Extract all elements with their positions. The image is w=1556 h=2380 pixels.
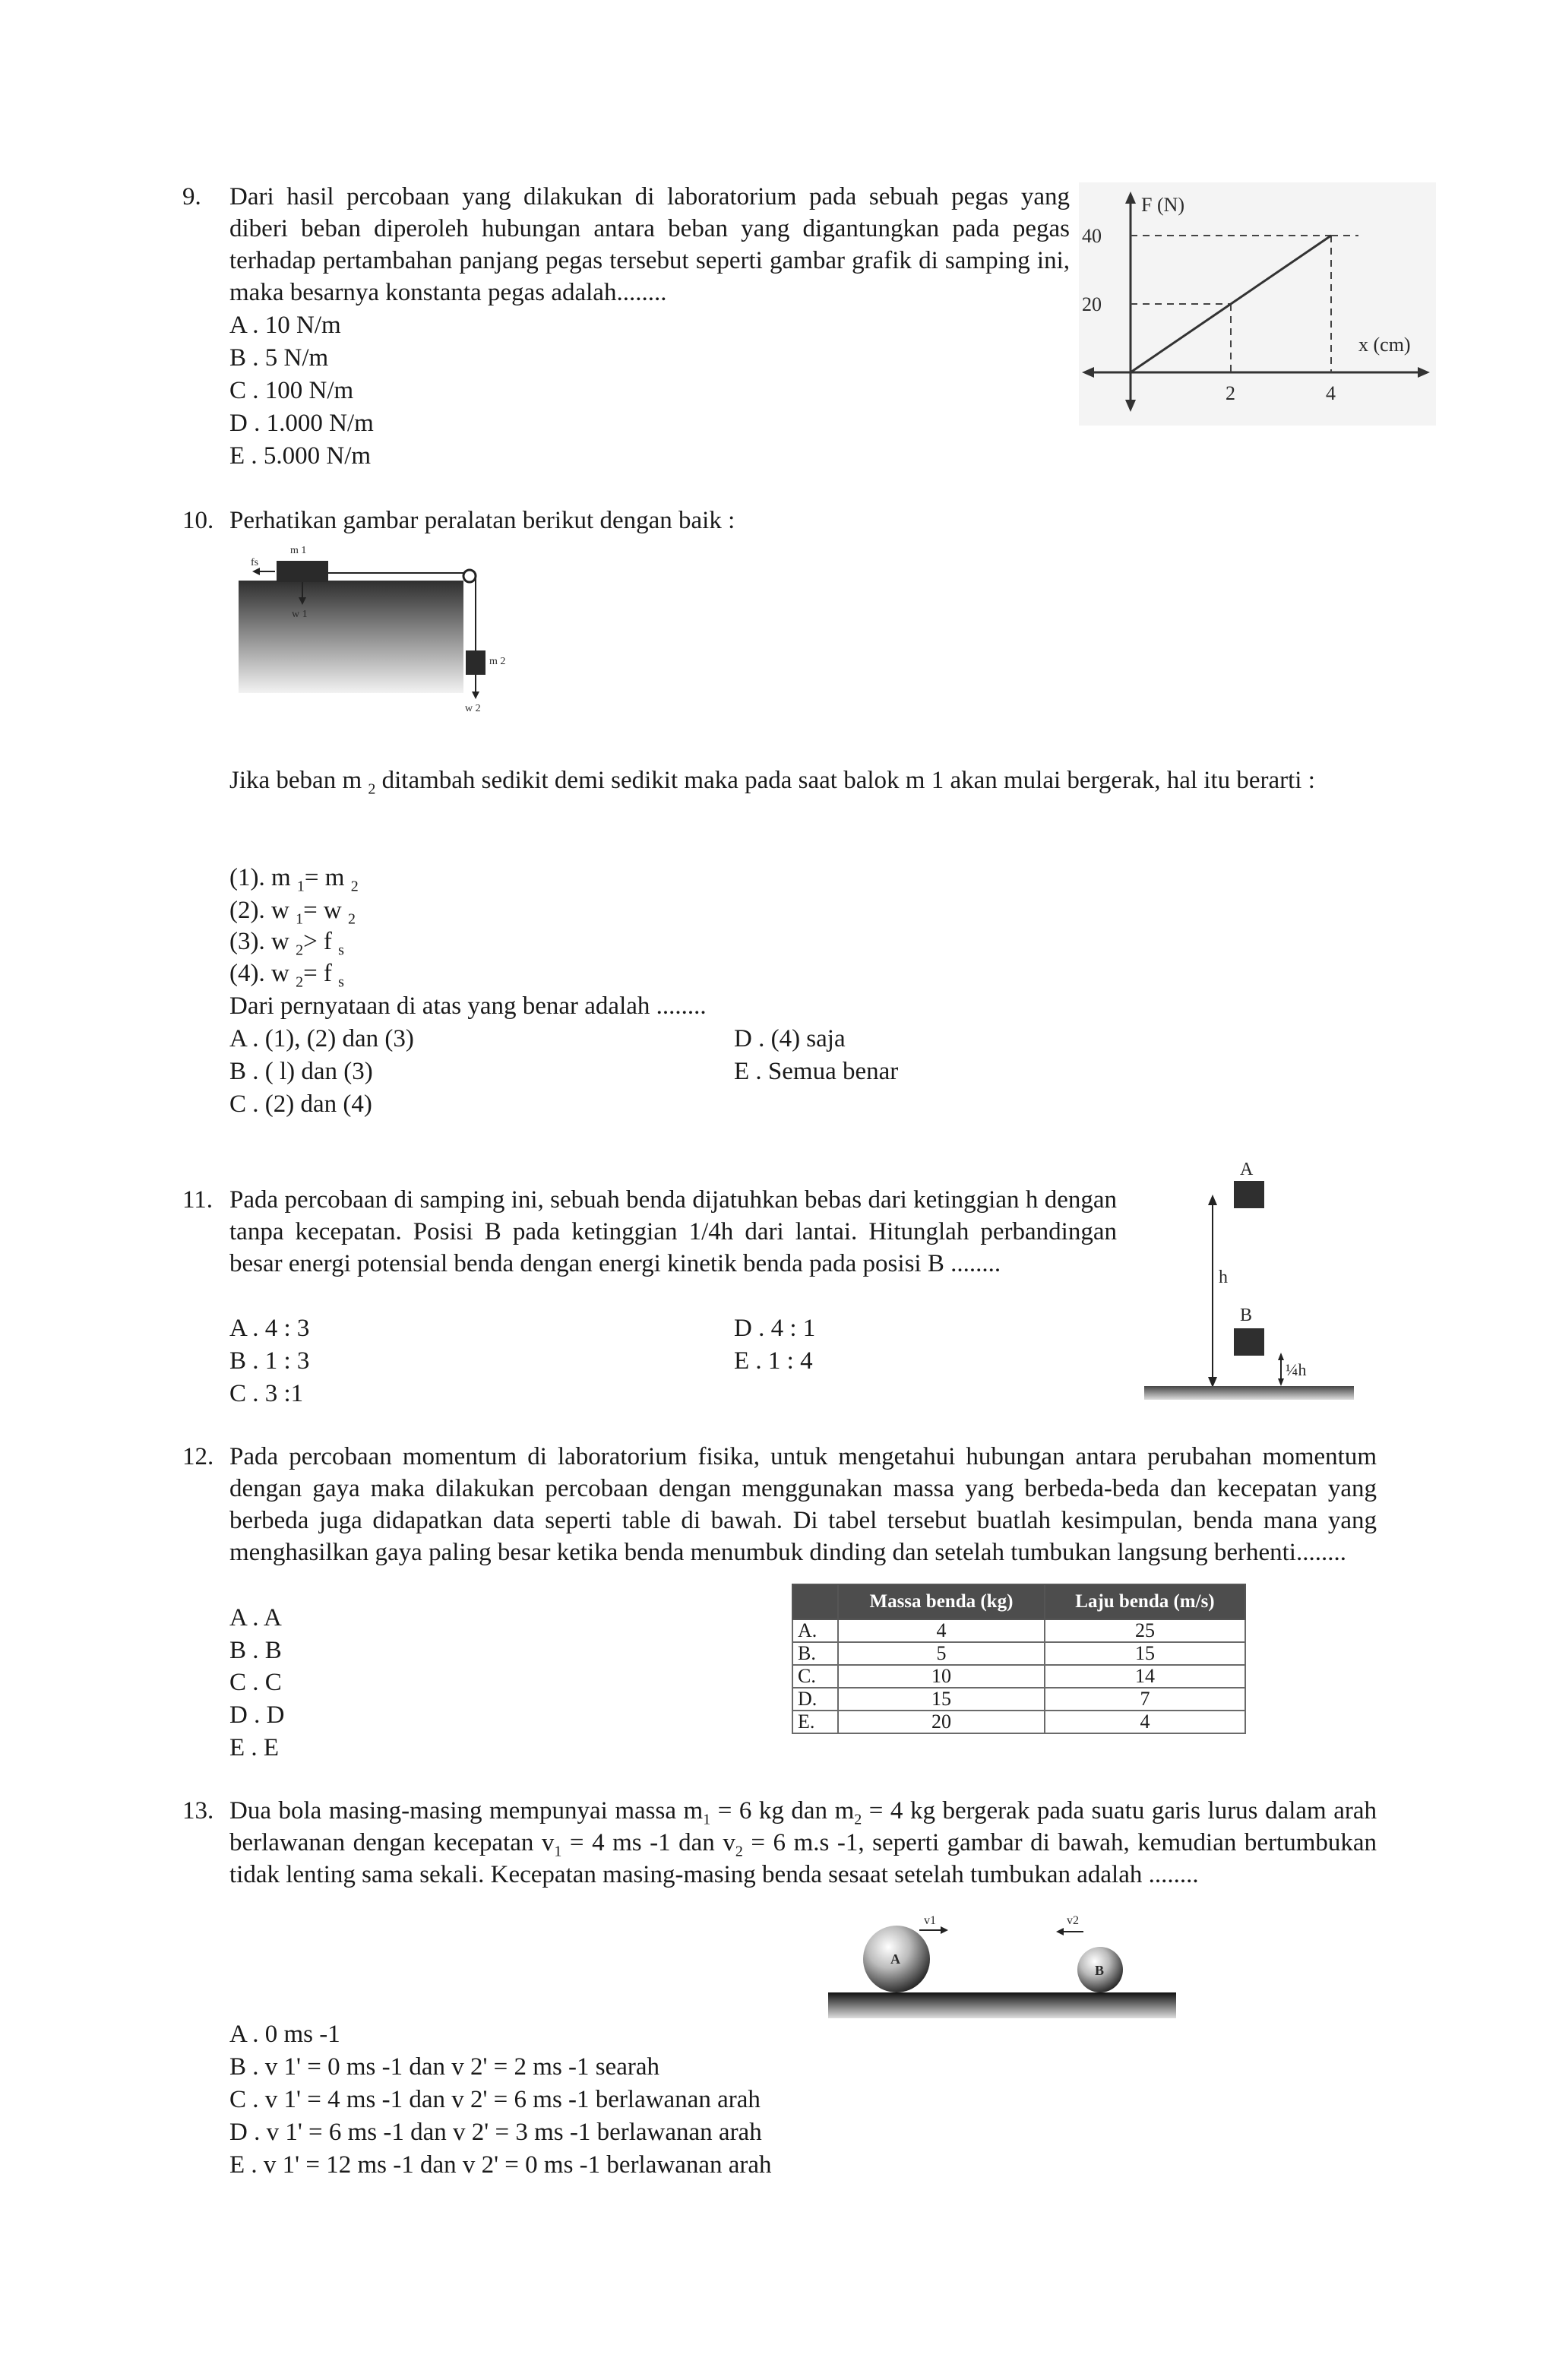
q10-statement-3: (3). w $_2$> f $_s$ [229,928,344,959]
question-13-number: 13. [182,1797,214,1825]
q9-option-c: C . 100 N/m [229,377,354,404]
q12-option-b: B . B [229,1637,282,1664]
question-12-text: Pada percobaan momentum di laboratorium fisika, untuk mengetahui hubungan antara perubahan momentum dengan gaya maka dilakukan percobaan dengan menggunakan massa yang berbeda-beda dan kecepatan yang berbeda juga didapatkan data seperti table di bawah. Di tabel tersebut buatlah kesimpulan, benda mana yang menghasilkan gaya paling besar ketika benda menumbuk dinding dan setelah tumbukan langsung berhenti........ [229,1443,1377,1566]
header-speed: Laju benda (m/s) [1045,1584,1245,1619]
question-12-number: 12. [182,1443,214,1470]
q11-option-e: E . 1 : 4 [734,1347,813,1375]
q12-option-c: C . C [229,1669,282,1696]
block-m1 [277,561,328,582]
q13-option-e: E . v 1' = 12 ms -1 dan v 2' = 0 ms -1 berlawanan arah [229,2151,772,2179]
free-fall-figure [1140,1155,1360,1406]
q10-statement-4: (4). w $_2$= f $_s$ [229,960,344,991]
header-mass: Massa benda (kg) [838,1584,1045,1619]
q13-option-a: A . 0 ms -1 [229,2021,340,2048]
question-10-followup: Jika beban m $_2$ ditambah sedikit demi sedikit maka pada saat balok m 1 akan mulai bergerak, hal itu berarti : [229,767,1315,798]
fs-label: fs [251,557,259,568]
floor [1144,1386,1354,1400]
label-h: h [1219,1268,1228,1287]
table-row: B. 5 15 [792,1642,1245,1665]
q9-option-a: A . 10 N/m [229,312,341,339]
momentum-data-table [792,1584,1246,1734]
label-b: B [1240,1306,1253,1325]
q13-option-d: D . v 1' = 6 ms -1 dan v 2' = 3 ms -1 berlawanan arah [229,2119,762,2146]
question-13-text: Dua bola masing-masing mempunyai massa $m_1 = 6$ kg dan $m_2 = 4$ kg bergerak pada suatu garis lurus dalam arah berlawanan dengan kecepatan $v_1 = 4$ ms -1 dan $v_2 = 6$ m.s -1, seperti gambar di bawah, kemudian bertumbukan tidak lenting sama sekali. Kecepatan masing-masing benda sesaat setelah tumbukan adalah ........ [229,1797,1377,1888]
track-surface [828,1992,1176,2018]
y-tick-label-40: 40 [1082,225,1102,247]
x-tick-label-4: 4 [1326,382,1336,404]
label-a: A [1240,1160,1254,1179]
pulley-apparatus-figure [236,538,524,720]
q9-option-e: E . 5.000 N/m [229,442,372,470]
header-label [792,1584,838,1619]
q9-option-b: B . 5 N/m [229,344,329,372]
spring-force-graph [1079,182,1436,426]
w2-arrow [472,692,479,699]
object-a [1234,1181,1264,1208]
q10-statement-1: (1). m $_1$= m $_2$ [229,864,359,895]
v2-label: v2 [1067,1914,1079,1927]
question-10-text: Perhatikan gambar peralatan berikut dengan baik : [229,507,735,534]
q11-option-a: A . 4 : 3 [229,1315,310,1342]
object-b [1234,1328,1264,1356]
collision-figure [821,1909,1185,2023]
y-axis-label: F (N) [1141,194,1185,216]
y-tick-label-20: 20 [1082,293,1102,315]
question-11-text: Pada percobaan di samping ini, sebuah benda dijatuhkan bebas dari ketinggian h dengan tanpa kecepatan. Posisi B pada ketinggian 1/4h dari lantai. Hitunglah perbandingan besar energi potensial benda dengan energi kinetik benda pada posisi B ........ [229,1186,1117,1277]
v2-arrow [1056,1928,1064,1935]
q10-option-e: E . Semua benar [734,1058,899,1085]
x-tick-label-2: 2 [1226,382,1235,404]
q13-option-c: C . v 1' = 4 ms -1 dan v 2' = 6 ms -1 berlawanan arah [229,2086,761,2113]
question-11-number: 11. [182,1186,213,1214]
q10-statement-2: (2). w $_1$= w $_2$ [229,897,356,928]
q10-option-a: A . (1), (2) dan (3) [229,1025,414,1052]
q12-option-e: E . E [229,1734,280,1761]
pulley [463,570,476,582]
v1-arrow [941,1926,948,1934]
table-surface [239,581,463,693]
m1-label: m 1 [290,545,307,556]
label-quarter-h: ¼h [1286,1360,1307,1379]
q9-option-d: D . 1.000 N/m [229,410,374,437]
question-9-number: 9. [182,183,201,210]
w2-label: w 2 [465,703,481,714]
table-row: C. 10 14 [792,1665,1245,1688]
question-10-number: 10. [182,507,214,534]
q10-option-d: D . (4) saja [734,1025,846,1052]
question-9-text: Dari hasil percobaan yang dilakukan di laboratorium pada sebuah pegas yang diberi beban diperoleh hubungan antara beban yang digantungkan pada pegas terhadap pertambahan panjang pegas tersebut seperti gambar grafik di samping ini, maka besarnya konstanta pegas adalah........ [229,183,1070,306]
v1-label: v1 [924,1914,936,1927]
table-row: E. 20 4 [792,1711,1245,1733]
m2-label: m 2 [489,656,506,667]
q11-option-b: B . 1 : 3 [229,1347,310,1375]
friction-arrow [252,568,260,575]
q12-option-a: A . A [229,1604,282,1632]
q11-option-d: D . 4 : 1 [734,1315,816,1342]
x-axis-label: x (cm) [1358,334,1411,356]
block-m2 [466,650,485,675]
ball-a-label: A [890,1951,900,1967]
q11-option-c: C . 3 :1 [229,1380,304,1407]
q10-prompt: Dari pernyataan di atas yang benar adalah ........ [229,992,707,1020]
q10-option-b: B . ( l) dan (3) [229,1058,373,1085]
table-header-row [792,1584,1245,1619]
table-row: D. 15 7 [792,1688,1245,1711]
table-row: A. 4 25 [792,1619,1245,1642]
q13-option-b: B . v 1' = 0 ms -1 dan v 2' = 2 ms -1 searah [229,2053,660,2081]
q10-option-c: C . (2) dan (4) [229,1090,372,1118]
w1-label: w 1 [292,609,308,620]
q12-option-d: D . D [229,1701,285,1729]
ball-b-label: B [1095,1963,1105,1978]
